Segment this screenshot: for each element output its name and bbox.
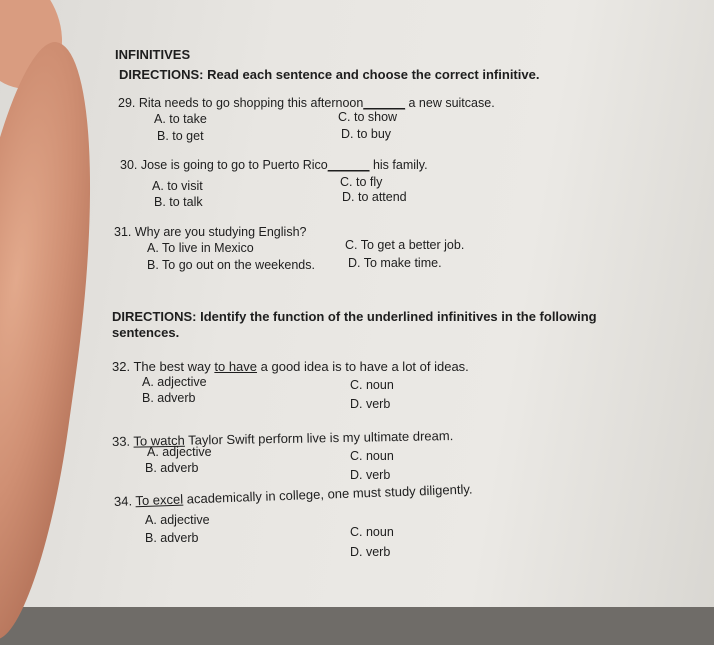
q31-option-b: B. To go out on the weekends.: [147, 258, 315, 272]
q29-option-c: C. to show: [338, 110, 398, 124]
q30-option-d: D. to attend: [342, 190, 407, 204]
directions-2: DIRECTIONS: Identify the function of the underlined infinitives in the following: [112, 309, 597, 324]
q31-option-d: D. To make time.: [348, 256, 442, 270]
question-34: 34. To excel academically in college, one must study diligently.: [113, 481, 473, 509]
q32-option-c: C. noun: [350, 378, 394, 392]
q30-option-b: B. to talk: [154, 195, 203, 209]
question-32: 32. The best way to have a good idea is to have a lot of ideas.: [112, 359, 469, 374]
q32-option-b: B. adverb: [142, 391, 196, 405]
q34-option-c: C. noun: [350, 525, 394, 539]
q33-option-d: D. verb: [350, 468, 391, 482]
q30-option-a: A. to visit: [152, 179, 203, 193]
q29-option-a: A. to take: [154, 112, 207, 126]
question-29: 29. Rita needs to go shopping this afternoon______ a new suitcase.: [118, 96, 495, 110]
question-30: 30. Jose is going to go to Puerto Rico______ his family.: [120, 158, 428, 172]
q34-option-a: A. adjective: [145, 513, 210, 527]
q34-option-d: D. verb: [350, 545, 391, 559]
q29-option-b: B. to get: [157, 129, 204, 143]
q29-option-d: D. to buy: [341, 127, 392, 141]
question-31: 31. Why are you studying English?: [114, 225, 307, 239]
q33-option-b: B. adverb: [145, 461, 199, 475]
question-33: 33. To watch Taylor Swift perform live is my ultimate dream.: [111, 428, 454, 449]
q34-option-b: B. adverb: [145, 531, 199, 545]
worksheet-title: INFINITIVES: [115, 47, 191, 62]
directions-2-cont: sentences.: [112, 325, 180, 340]
q33-option-a: A. adjective: [147, 445, 212, 459]
q31-option-a: A. To live in Mexico: [147, 241, 254, 255]
q32-option-a: A. adjective: [142, 375, 207, 389]
q33-option-c: C. noun: [350, 449, 394, 463]
q32-option-d: D. verb: [350, 397, 391, 411]
q31-option-c: C. To get a better job.: [345, 238, 465, 252]
q30-option-c: C. to fly: [340, 175, 383, 189]
directions-1: DIRECTIONS: Read each sentence and choose the correct infinitive.: [119, 67, 540, 82]
